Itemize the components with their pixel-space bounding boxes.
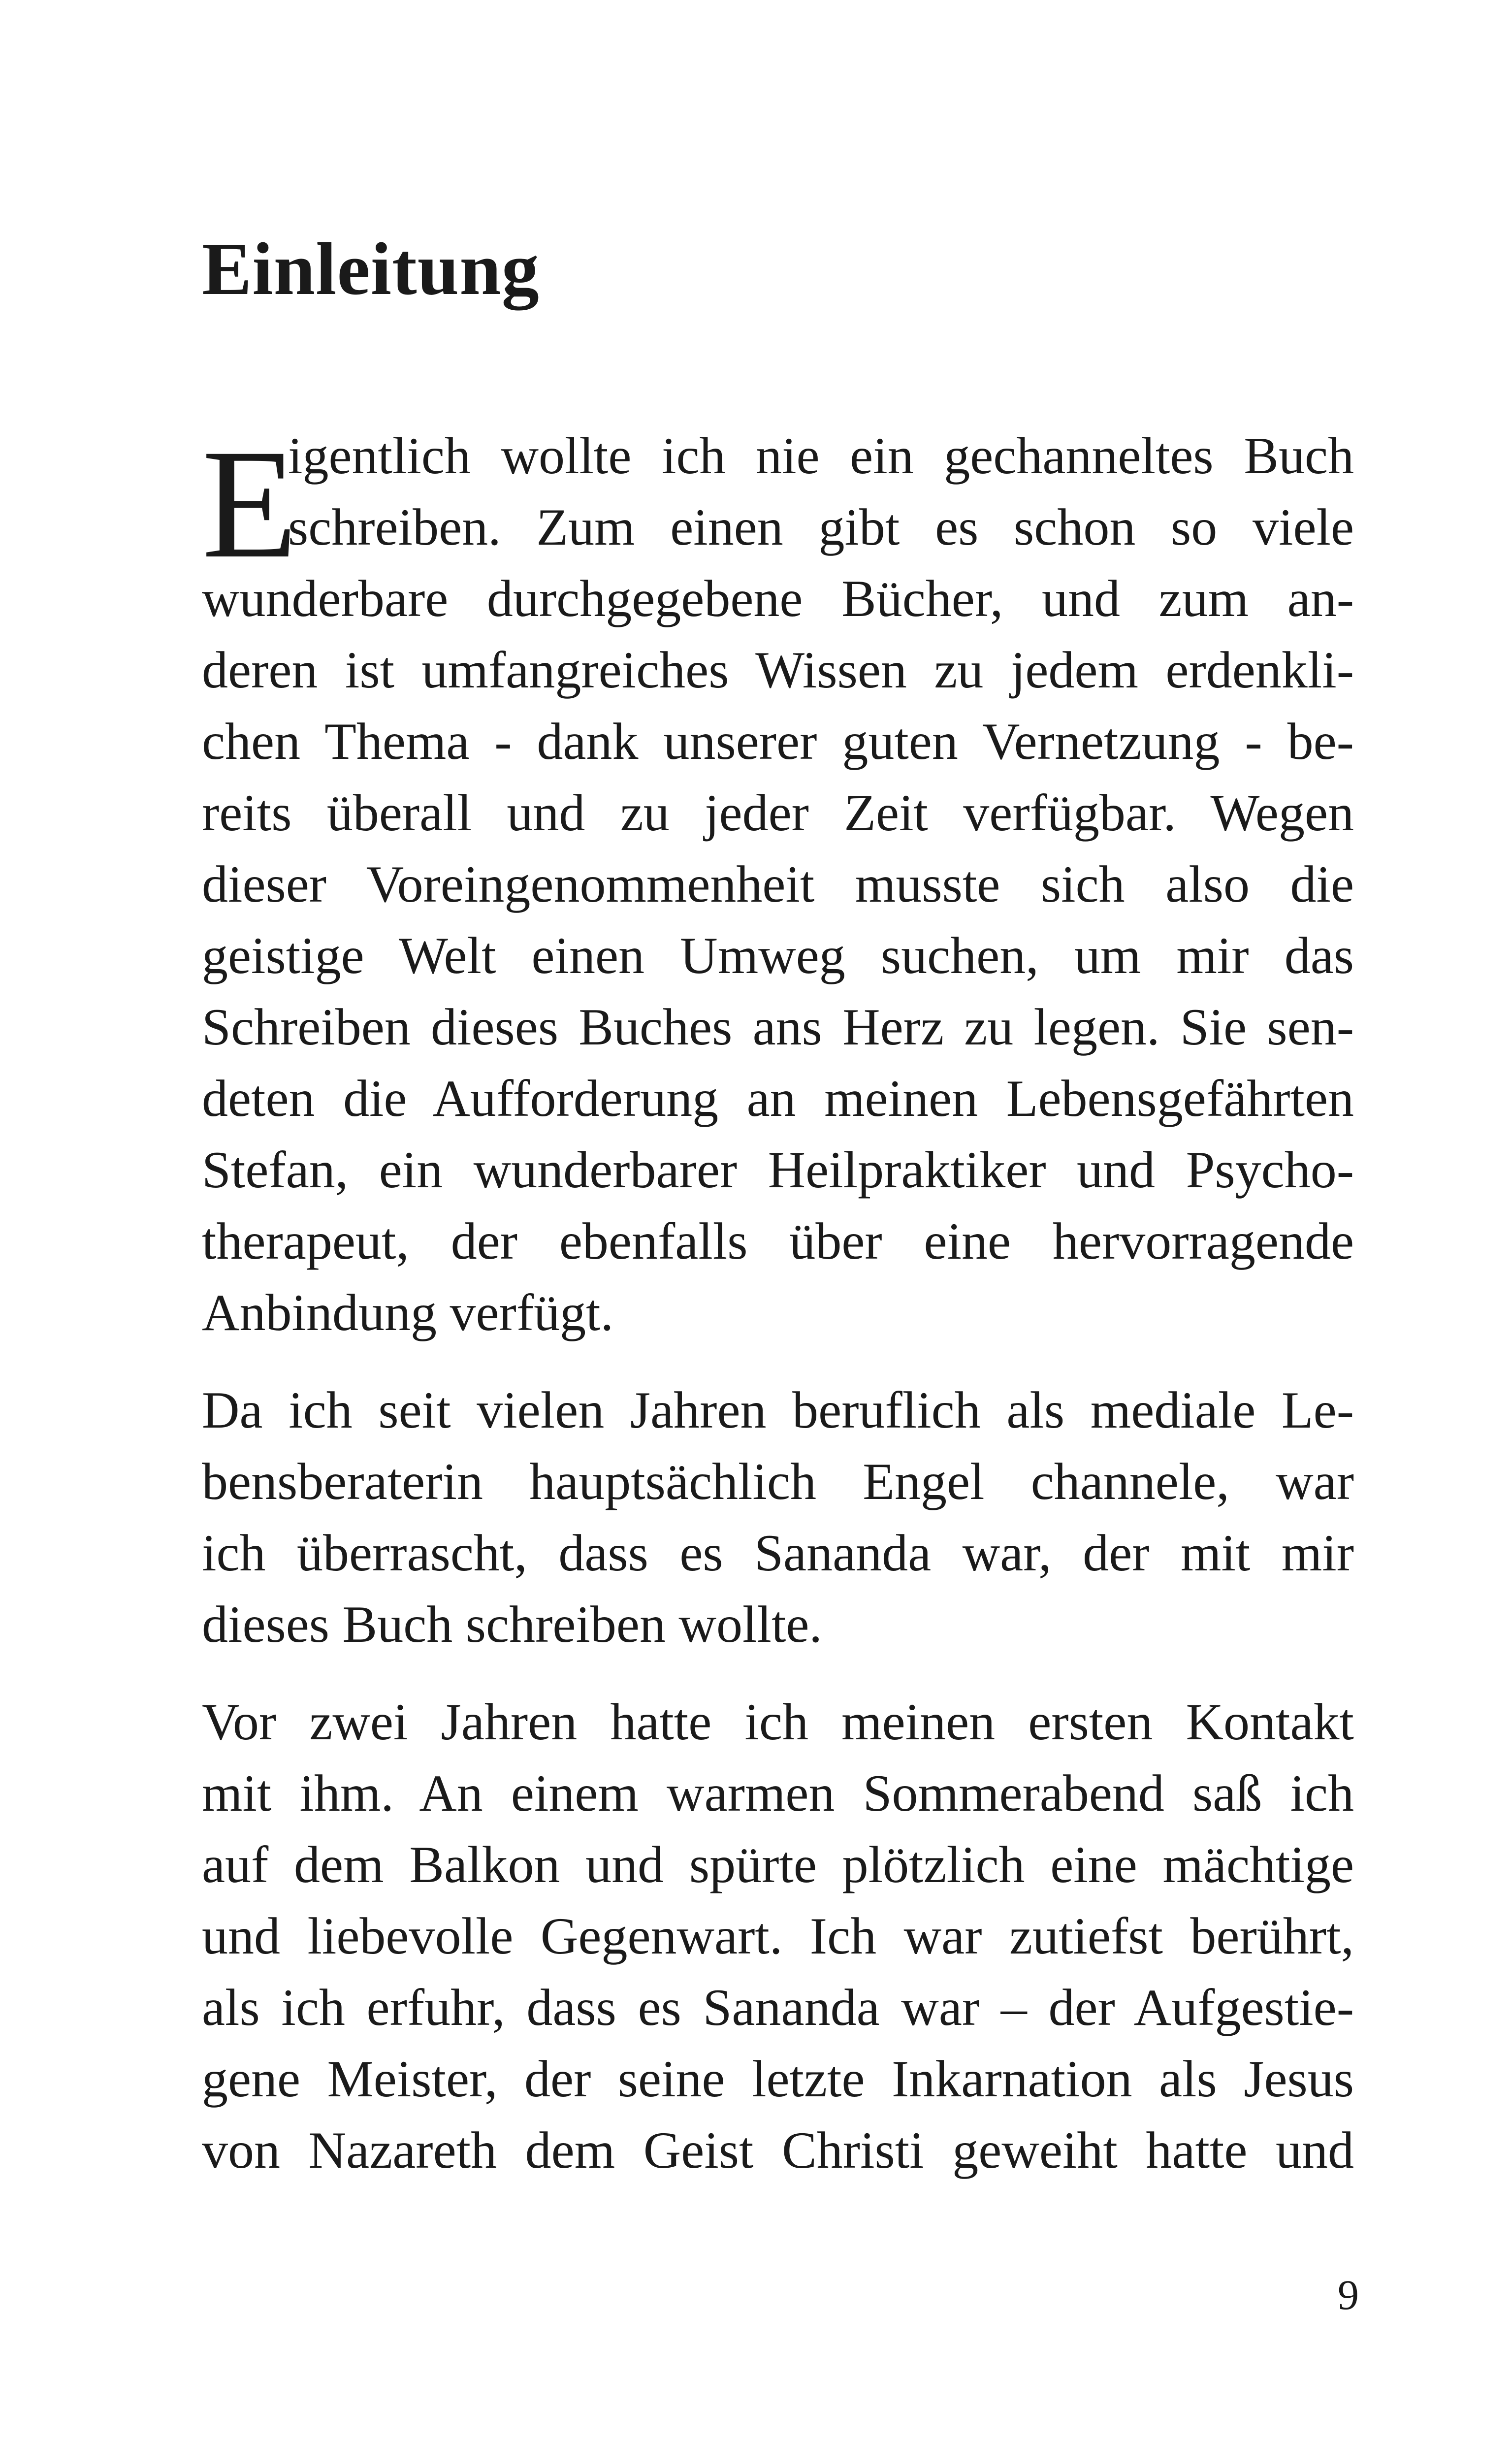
text-line: geistige Welt einen Umweg suchen, um mir das	[202, 927, 1354, 984]
text-line: dieses Buch schreiben wollte.	[202, 1596, 822, 1653]
text-line: mit ihm. An einem warmen Sommerabend saß ich	[202, 1764, 1354, 1822]
text-line: auf dem Balkon und spürte plötzlich eine mächtige	[202, 1836, 1354, 1893]
text-line: schreiben. Zum einen gibt es schon so viele	[288, 498, 1354, 556]
paragraph-gap	[202, 1348, 1354, 1374]
paragraph	[202, 417, 1354, 1348]
drop-cap: E	[202, 417, 298, 590]
text-line: therapeut, der ebenfalls über eine hervorragende	[202, 1212, 1354, 1270]
text-line: Anbindung verfügt.	[202, 1284, 614, 1341]
text-line: bensberaterin hauptsächlich Engel channele, war	[202, 1453, 1354, 1510]
text-line: chen Thema - dank unserer guten Vernetzung - be-	[202, 713, 1354, 770]
text-line: als ich erfuhr, dass es Sananda war – der Aufgestie-	[202, 1979, 1354, 2036]
text-line: Da ich seit vielen Jahren beruflich als mediale Le-	[202, 1381, 1354, 1439]
text-line: ich überrascht, dass es Sananda war, der mit mir	[202, 1524, 1354, 1582]
chapter-heading: Einleitung	[202, 228, 540, 310]
paragraph	[202, 1374, 1354, 1660]
body-text	[202, 417, 1354, 2186]
text-line: deten die Aufforderung an meinen Lebensgefährten	[202, 1070, 1354, 1127]
page-number: 9	[1338, 2271, 1359, 2318]
text-line: Vor zwei Jahren hatte ich meinen ersten Kontakt	[202, 1693, 1354, 1751]
paragraph	[202, 1686, 1354, 2186]
text-line: reits überall und zu jeder Zeit verfügbar. Wegen	[202, 784, 1354, 842]
text-line: Schreiben dieses Buches ans Herz zu legen. Sie sen-	[202, 998, 1354, 1056]
text-line: igentlich wollte ich nie ein gechanneltes Buch	[288, 427, 1354, 485]
paragraph-gap	[202, 1660, 1354, 1686]
text-line: wunderbare durchgegebene Bücher, und zum an-	[202, 570, 1354, 627]
text-line: Stefan, ein wunderbarer Heilpraktiker und Psycho-	[202, 1141, 1354, 1199]
text-line: deren ist umfangreiches Wissen zu jedem erdenkli-	[202, 641, 1354, 699]
text-line: und liebevolle Gegenwart. Ich war zutiefst berührt,	[202, 1907, 1354, 1965]
text-line: gene Meister, der seine letzte Inkarnation als Jesus	[202, 2050, 1354, 2108]
text-line: von Nazareth dem Geist Christi geweiht hatte und	[202, 2121, 1354, 2179]
text-line: dieser Voreingenommenheit musste sich also die	[202, 855, 1354, 913]
